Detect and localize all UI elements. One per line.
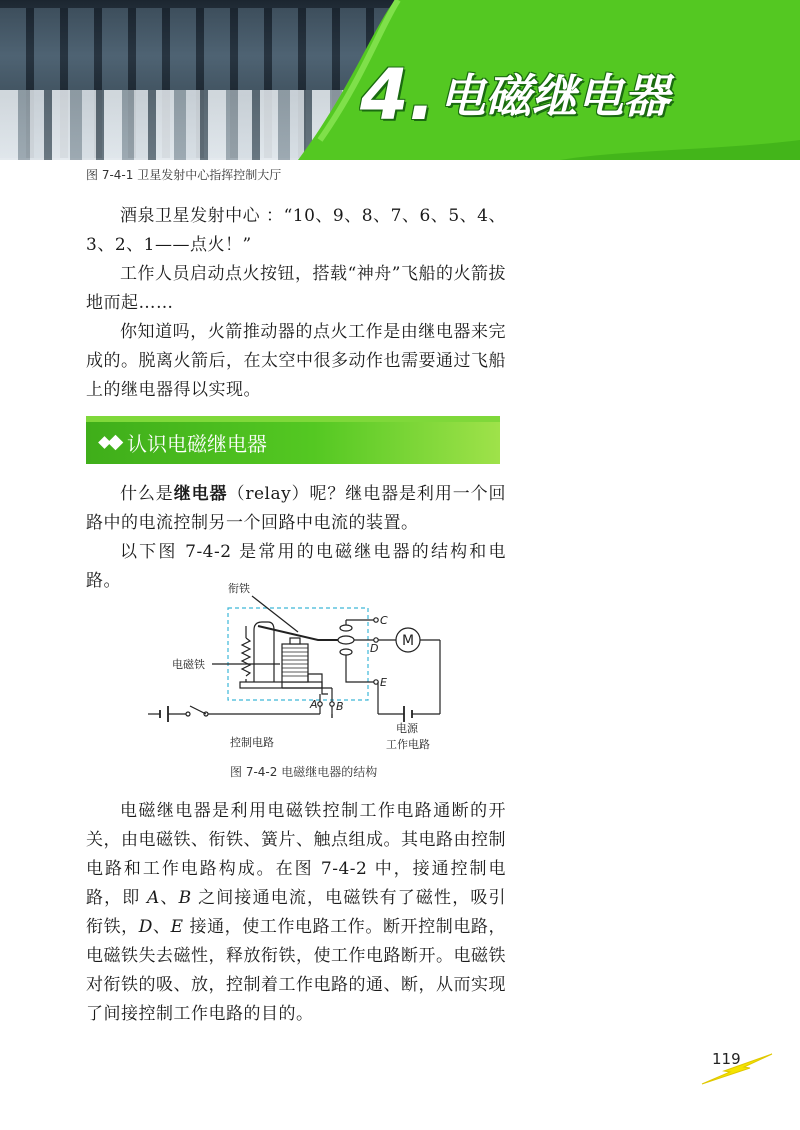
label-control-circuit: 控制电路 xyxy=(230,736,274,749)
relay-definition-paragraph: 什么是继电器（relay）呢？继电器是利用一个回路中的电流控制另一个回路中电流的装置。 xyxy=(86,484,507,533)
return-spring xyxy=(242,638,250,676)
figure-intro-paragraph: 以下图 7-4-2 是常用的电磁继电器的结构和电路。 xyxy=(86,542,506,591)
intro-paragraph-2: 工作人员启动点火按钮，搭载“神舟”飞船的火箭拔地而起…… xyxy=(86,264,506,313)
section-title xyxy=(100,428,267,457)
chapter-number: 4. xyxy=(360,54,436,136)
diamond-bullet-icon xyxy=(100,437,121,448)
relay-structure-diagram xyxy=(140,578,460,754)
chapter-header xyxy=(0,0,800,160)
chapter-title-text: 电磁继电器 xyxy=(439,69,670,123)
label-b: B xyxy=(336,700,344,713)
label-motor: M xyxy=(402,633,415,649)
contact-moving xyxy=(338,636,354,644)
label-work-circuit: 工作电路 xyxy=(386,738,430,751)
yoke xyxy=(254,622,274,682)
terminal-b xyxy=(330,702,334,706)
section-title-text: 认识电磁继电器 xyxy=(127,432,267,456)
intro-paragraph-1: 酒泉卫星发射中心 ：“10、9、8、7、6、5、4、3、2、1——点火！” xyxy=(86,206,506,255)
contact-upper xyxy=(340,625,352,631)
label-c: C xyxy=(380,614,388,627)
photo-caption: 图 7-4-1 卫星发射中心指挥控制大厅 xyxy=(86,168,282,182)
term-relay: 继电器 xyxy=(173,484,228,504)
label-power: 电源 xyxy=(396,722,418,735)
base-plate xyxy=(240,682,322,688)
label-a: A xyxy=(310,698,318,711)
page-number-badge xyxy=(700,1050,780,1086)
figure-caption: 图 7-4-2 电磁继电器的结构 xyxy=(230,765,378,779)
coil-core xyxy=(290,638,300,644)
terminal-a xyxy=(318,702,322,706)
terminal-c xyxy=(374,618,378,622)
intro-paragraph-3: 你知道吗，火箭推动器的点火工作是由继电器来完成的。脱离火箭后，在太空中很多动作也需要通过飞船上的继电器得以实现。 xyxy=(86,322,506,400)
contact-lower xyxy=(340,649,352,655)
label-armature: 衔铁 xyxy=(228,582,250,595)
label-electromagnet: 电磁铁 xyxy=(172,658,205,671)
label-d: D xyxy=(370,642,379,655)
section-heading-bar xyxy=(86,416,500,464)
explanation-paragraph: 电磁继电器是利用电磁铁控制工作电路通断的开关，由电磁铁、衔铁、簧片、触点组成。其电路由控制电路和工作电路构成。在图 7-4-2 中，接通控制电路，即 A、B 之间接通电流，电磁铁有了磁性，吸引衔铁，D、E 接通，使工作电路工作。断开控制电路，电磁铁失去磁性，释放衔铁，使工作电路断开。电磁铁对衔铁的吸、放，控制着工作电路的通、断，从而实现了间接控制工作电路的目的。 xyxy=(86,801,507,1024)
label-e: E xyxy=(380,676,387,689)
page-number: 119 xyxy=(712,1050,741,1068)
chapter-title xyxy=(360,40,670,136)
